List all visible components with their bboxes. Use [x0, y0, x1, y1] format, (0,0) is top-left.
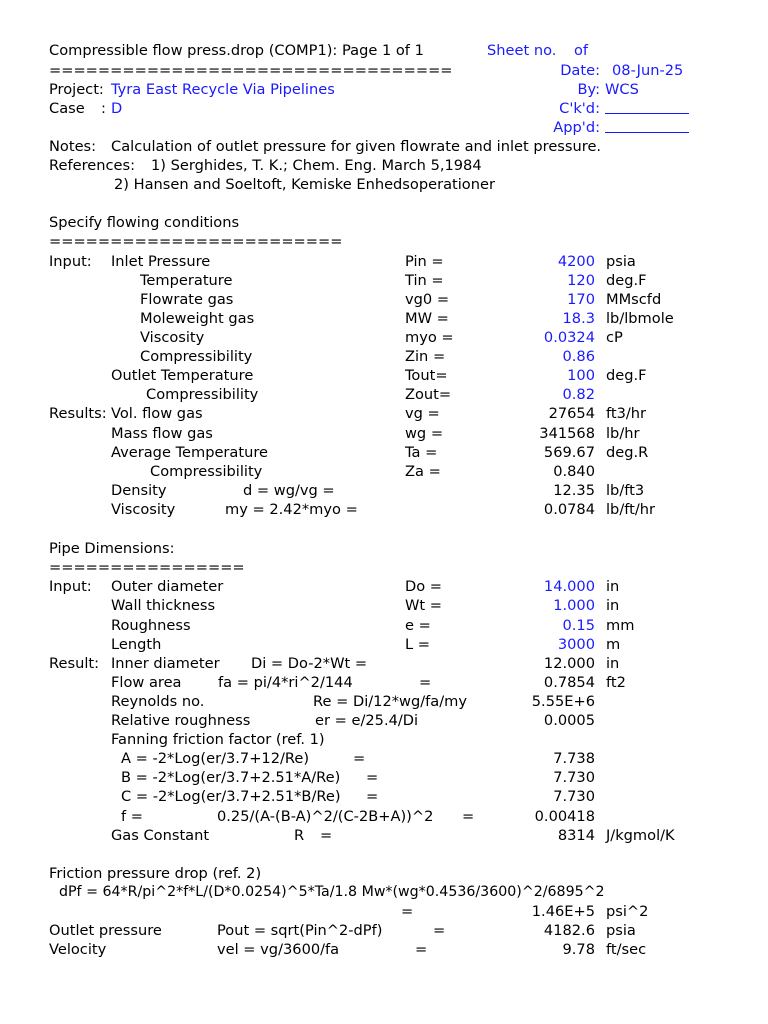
- velocity-unit: ft/sec: [606, 941, 647, 958]
- flow-row-name: Viscosity: [111, 501, 176, 518]
- flow-row-symbol: Tin =: [405, 272, 444, 289]
- flow-row-name: Vol. flow gas: [111, 405, 203, 422]
- flow-input-label: Input:: [49, 253, 92, 270]
- pipe-row-equals: =: [320, 827, 333, 844]
- reference-1: 1) Serghides, T. K.; Chem. Eng. March 5,1984: [151, 157, 482, 174]
- pipe-row-value[interactable]: 1.000: [553, 597, 595, 614]
- flow-row-symbol: vg =: [405, 405, 440, 422]
- by-value: WCS: [605, 81, 639, 98]
- pipe-separator: ================: [49, 559, 245, 576]
- flow-row-value[interactable]: 100: [567, 367, 595, 384]
- flow-row-value[interactable]: 0.82: [562, 386, 595, 403]
- pipe-row-value: 7.730: [553, 769, 595, 786]
- flow-heading: Specify flowing conditions: [49, 214, 240, 231]
- flow-row-symbol: Ta =: [405, 444, 438, 461]
- flow-row-symbol: Zout=: [405, 386, 452, 403]
- flow-row-value: 12.35: [553, 482, 595, 499]
- pipe-row-unit: in: [606, 597, 620, 614]
- sheet-no-label: Sheet no.: [487, 42, 557, 59]
- pipe-row-symbol: L =: [405, 636, 430, 653]
- pipe-row-name: Length: [111, 636, 162, 653]
- flow-row-unit: MMscfd: [606, 291, 662, 308]
- pipe-row-unit: J/kgmol/K: [606, 827, 675, 844]
- flow-row-name: Compressibility: [146, 386, 259, 403]
- pipe-row-unit: mm: [606, 617, 635, 634]
- flow-row-symbol: vg0 =: [405, 291, 450, 308]
- flow-row-name: Density: [111, 482, 167, 499]
- flow-row-unit: cP: [606, 329, 623, 346]
- flow-row-name: Viscosity: [140, 329, 205, 346]
- friction-equals: =: [401, 903, 414, 920]
- flow-row-name: Moleweight gas: [140, 310, 255, 327]
- flow-row-value: 27654: [548, 405, 595, 422]
- flow-row-unit: deg.R: [606, 444, 649, 461]
- flow-row-name: Mass flow gas: [111, 425, 213, 442]
- flow-row-name: Average Temperature: [111, 444, 269, 461]
- pipe-row-value: 5.55E+6: [531, 693, 595, 710]
- approved-field[interactable]: [605, 118, 689, 138]
- flow-row-name: Compressibility: [140, 348, 253, 365]
- pipe-row-value: 7.738: [553, 750, 595, 767]
- flow-row-symbol: Tout=: [405, 367, 448, 384]
- pipe-row-symbol: Wt =: [405, 597, 443, 614]
- pipe-row-value: 0.00418: [534, 808, 595, 825]
- pipe-row-equals: =: [419, 674, 432, 691]
- pipe-row-unit: in: [606, 655, 620, 672]
- friction-heading: Friction pressure drop (ref. 2): [49, 865, 262, 882]
- pipe-row-value: 7.730: [553, 788, 595, 805]
- pipe-heading: Pipe Dimensions:: [49, 540, 175, 557]
- flow-row-value[interactable]: 18.3: [562, 310, 595, 327]
- checked-field[interactable]: [605, 99, 689, 119]
- pipe-row-equals: =: [366, 769, 379, 786]
- pipe-row-unit: ft2: [606, 674, 626, 691]
- flow-row-unit: psia: [606, 253, 636, 270]
- by-label: By:: [577, 81, 600, 98]
- flow-row-value: 0.0784: [543, 501, 595, 518]
- project-label: Project:: [49, 81, 104, 98]
- pipe-row-name: Roughness: [111, 617, 191, 634]
- velocity-label: Velocity: [49, 941, 107, 958]
- outlet-pressure-label: Outlet pressure: [49, 922, 162, 939]
- pipe-result-label: Result:: [49, 655, 100, 672]
- flow-row-symbol: myo =: [405, 329, 454, 346]
- pipe-row-unit: in: [606, 578, 620, 595]
- flow-row-value: 0.840: [553, 463, 595, 480]
- case-colon: :: [101, 100, 106, 117]
- sheet-of-label: of: [574, 42, 589, 59]
- pipe-row-name: Reynolds no.: [111, 693, 205, 710]
- flow-row-symbol: Pin =: [405, 253, 444, 270]
- references-label: References:: [49, 157, 136, 174]
- approved-label: App'd:: [553, 119, 600, 136]
- flow-row-unit: lb/lbmole: [606, 310, 674, 327]
- pipe-input-label: Input:: [49, 578, 92, 595]
- notes-label: Notes:: [49, 138, 97, 155]
- pipe-row-value[interactable]: 3000: [557, 636, 595, 653]
- pipe-row-formula: Re = Di/12*wg/fa/my: [313, 693, 468, 710]
- outlet-pressure-value: 4182.6: [543, 922, 595, 939]
- pipe-row-name: Wall thickness: [111, 597, 216, 614]
- flow-row-unit: lb/hr: [606, 425, 640, 442]
- pipe-row-value[interactable]: 0.15: [562, 617, 595, 634]
- outlet-pressure-equals: =: [433, 922, 446, 939]
- pipe-row-name: Inner diameter: [111, 655, 220, 672]
- velocity-equals: =: [415, 941, 428, 958]
- flow-row-unit: deg.F: [606, 272, 647, 289]
- flow-row-formula: d = wg/vg =: [243, 482, 335, 499]
- pipe-row-symbol: e =: [405, 617, 431, 634]
- pipe-row-unit: m: [606, 636, 621, 653]
- flow-row-unit: lb/ft3: [606, 482, 645, 499]
- pipe-row-name: Relative roughness: [111, 712, 251, 729]
- pipe-row-value: 8314: [557, 827, 595, 844]
- pipe-row-name: Flow area: [111, 674, 182, 691]
- flow-row-name: Flowrate gas: [140, 291, 234, 308]
- flow-row-symbol: wg =: [405, 425, 444, 442]
- pipe-row-name: A = -2*Log(er/3.7+12/Re): [121, 750, 310, 767]
- pipe-row-formula: fa = pi/4*ri^2/144: [218, 674, 353, 691]
- flow-row-value[interactable]: 4200: [557, 253, 595, 270]
- pipe-row-value: 12.000: [543, 655, 595, 672]
- pipe-row-formula: Di = Do-2*Wt =: [251, 655, 368, 672]
- flow-row-value[interactable]: 170: [567, 291, 595, 308]
- flow-row-unit: ft3/hr: [606, 405, 647, 422]
- pipe-row-name: Gas Constant: [111, 827, 210, 844]
- flow-row-unit: deg.F: [606, 367, 647, 384]
- flow-row-value[interactable]: 0.86: [562, 348, 595, 365]
- outlet-pressure-unit: psia: [606, 922, 636, 939]
- pipe-row-formula: R: [294, 827, 305, 844]
- pipe-row-name: Outer diameter: [111, 578, 224, 595]
- checked-label: C'k'd:: [559, 100, 600, 117]
- pipe-row-formula: 0.25/(A-(B-A)^2/(C-2B+A))^2: [217, 808, 434, 825]
- pipe-row-equals: =: [462, 808, 475, 825]
- sheet-title: Compressible flow press.drop (COMP1): Page 1 of 1: [49, 42, 424, 59]
- flow-row-formula: my = 2.42*myo =: [225, 501, 358, 518]
- flow-row-value[interactable]: 120: [567, 272, 595, 289]
- date-label: Date:: [560, 62, 600, 79]
- case-value: D: [111, 100, 123, 117]
- flow-row-value[interactable]: 0.0324: [543, 329, 595, 346]
- flow-row-value: 569.67: [543, 444, 595, 461]
- reference-2: 2) Hansen and Soeltoft, Kemiske Enhedsoperationer: [114, 176, 495, 193]
- flow-results-label: Results:: [49, 405, 107, 422]
- friction-formula: dPf = 64*R/pi^2*f*L/(D*0.0254)^5*Ta/1.8 Mw*(wg*0.4536/3600)^2/6895^2: [59, 884, 605, 900]
- pipe-row-formula: er = e/25.4/Di: [315, 712, 419, 729]
- pipe-row-equals: =: [353, 750, 366, 767]
- pipe-row-value[interactable]: 14.000: [543, 578, 595, 595]
- case-label: Case: [49, 100, 85, 117]
- friction-value: 1.46E+5: [531, 903, 595, 920]
- pipe-row-equals: =: [366, 788, 379, 805]
- velocity-value: 9.78: [562, 941, 595, 958]
- flow-row-value: 341568: [539, 425, 595, 442]
- flow-row-symbol: MW =: [405, 310, 449, 327]
- notes-text: Calculation of outlet pressure for given flowrate and inlet pressure.: [111, 138, 602, 155]
- pipe-row-symbol: Do =: [405, 578, 443, 595]
- header-separator: =================================: [49, 62, 453, 79]
- flow-row-name: Outlet Temperature: [111, 367, 254, 384]
- flow-row-symbol: Za =: [405, 463, 441, 480]
- pipe-row-name: Fanning friction factor (ref. 1): [111, 731, 325, 748]
- flow-row-name: Inlet Pressure: [111, 253, 211, 270]
- flow-row-name: Compressibility: [150, 463, 263, 480]
- date-value: 08-Jun-25: [612, 62, 684, 79]
- flow-row-name: Temperature: [140, 272, 233, 289]
- pipe-row-name: C = -2*Log(er/3.7+2.51*B/Re): [121, 788, 341, 805]
- flow-row-symbol: Zin =: [405, 348, 446, 365]
- pipe-row-value: 0.0005: [543, 712, 595, 729]
- flow-row-unit: lb/ft/hr: [606, 501, 656, 518]
- velocity-formula: vel = vg/3600/fa: [217, 941, 340, 958]
- outlet-pressure-formula: Pout = sqrt(Pin^2-dPf): [217, 922, 383, 939]
- pipe-row-value: 0.7854: [543, 674, 595, 691]
- project-value: Tyra East Recycle Via Pipelines: [111, 81, 335, 98]
- friction-unit: psi^2: [606, 903, 649, 920]
- flow-separator: ========================: [49, 233, 343, 250]
- pipe-row-name: f =: [121, 808, 144, 825]
- pipe-row-name: B = -2*Log(er/3.7+2.51*A/Re): [121, 769, 341, 786]
